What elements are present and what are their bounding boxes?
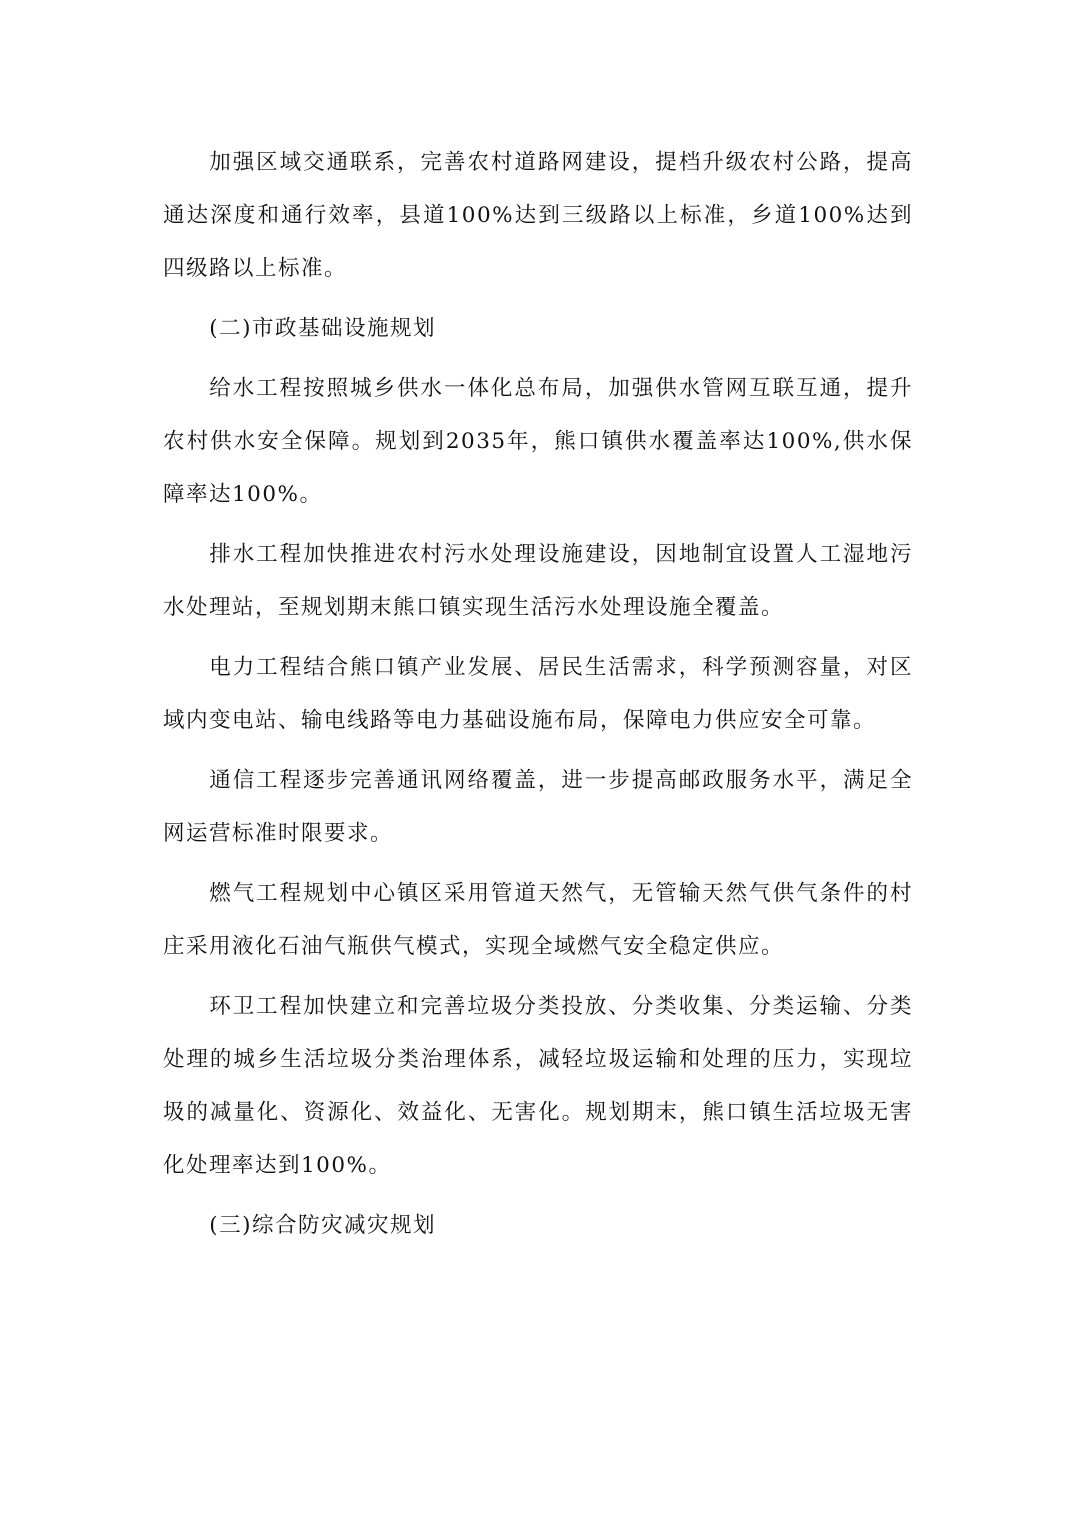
paragraph-water-supply: 给水工程按照城乡供水一体化总布局，加强供水管网互联互通，提升农村供水安全保障。规划到2035年，熊口镇供水覆盖率达100%,供水保障率达100%。: [163, 376, 913, 507]
section-heading-municipal-infrastructure: (二)市政基础设施规划: [209, 316, 436, 341]
section-heading-disaster-prevention: (三)综合防灾减灾规划: [209, 1213, 436, 1238]
paragraph-sanitation: 环卫工程加快建立和完善垃圾分类投放、分类收集、分类运输、分类处理的城乡生活垃圾分类治理体系，减轻垃圾运输和处理的压力，实现垃圾的减量化、资源化、效益化、无害化。规划期末，熊口镇生活垃圾无害化处理率达到100%。: [163, 994, 913, 1178]
paragraph-power: 电力工程结合熊口镇产业发展、居民生活需求，科学预测容量，对区域内变电站、输电线路等电力基础设施布局，保障电力供应安全可靠。: [163, 655, 913, 733]
document-body: [163, 136, 913, 1259]
paragraph-gas: 燃气工程规划中心镇区采用管道天然气，无管输天然气供气条件的村庄采用液化石油气瓶供气模式，实现全域燃气安全稳定供应。: [163, 881, 913, 959]
paragraph-communications: 通信工程逐步完善通讯网络覆盖，进一步提高邮政服务水平，满足全网运营标准时限要求。: [163, 768, 913, 846]
paragraph-transport: 加强区域交通联系，完善农村道路网建设，提档升级农村公路，提高通达深度和通行效率，县道100%达到三级路以上标准，乡道100%达到四级路以上标准。: [163, 150, 913, 281]
paragraph-drainage: 排水工程加快推进农村污水处理设施建设，因地制宜设置人工湿地污水处理站，至规划期末熊口镇实现生活污水处理设施全覆盖。: [163, 542, 913, 620]
